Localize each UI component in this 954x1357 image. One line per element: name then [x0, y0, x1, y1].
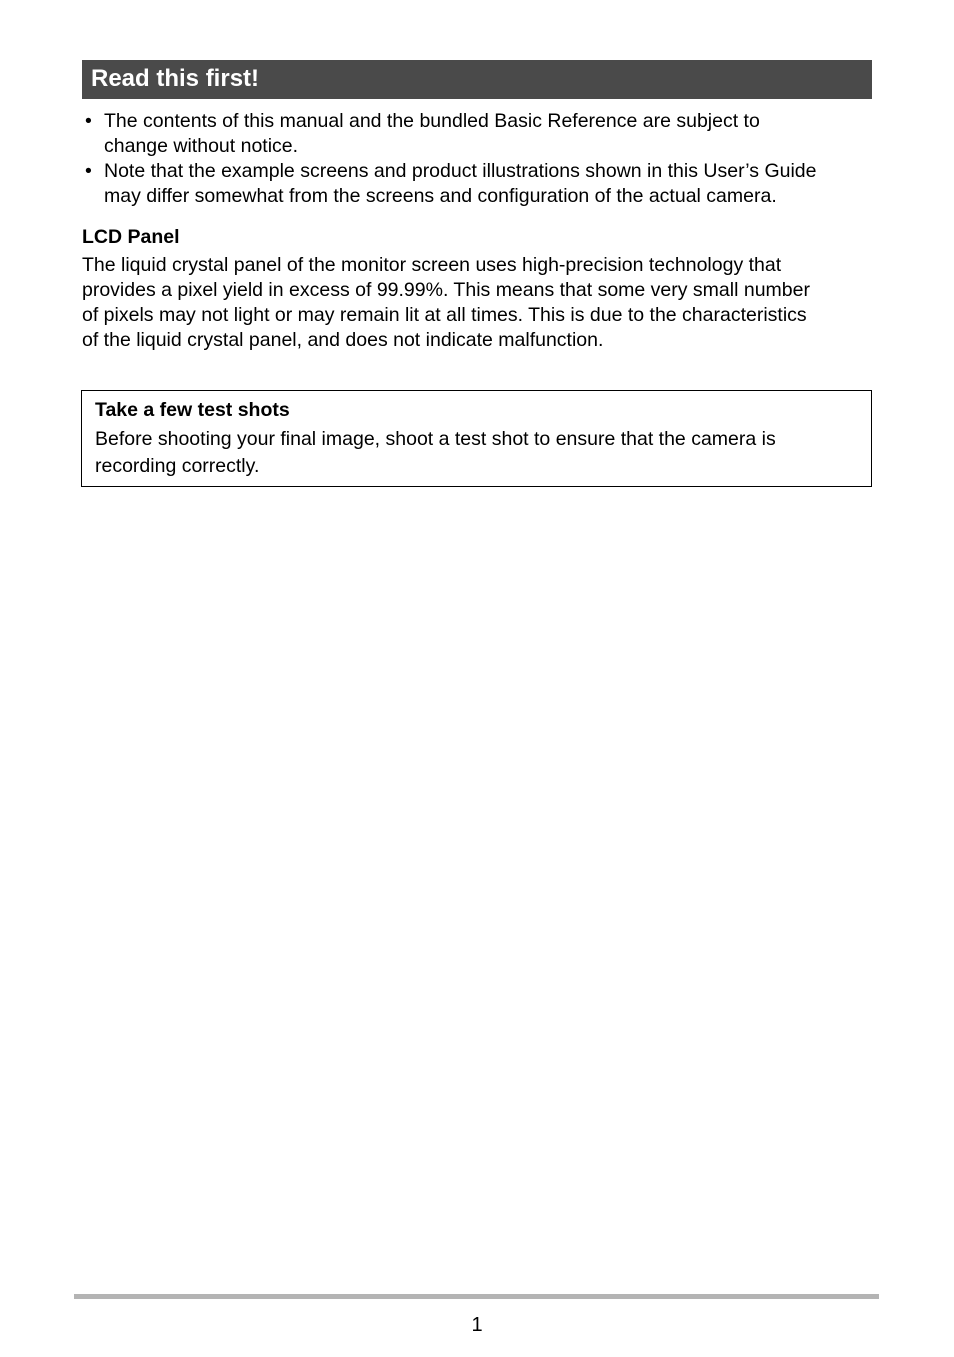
page-number: 1: [471, 1314, 483, 1336]
test-shot-note-box: [81, 390, 872, 487]
page-title: Read this first!: [91, 65, 260, 92]
paragraph-line: of pixels may not light or may remain lit at all times. This is due to the characteristics: [82, 304, 807, 326]
footer-divider: [74, 1294, 879, 1299]
note-line: recording correctly.: [95, 455, 260, 477]
paragraph-line: of the liquid crystal panel, and does not indicate malfunction.: [82, 329, 604, 351]
bullet-icon: •: [85, 110, 92, 132]
note-title: Take a few test shots: [95, 399, 290, 421]
bullet-line: Note that the example screens and product illustrations shown in this User’s Guide: [104, 160, 817, 182]
list-item: [82, 159, 882, 209]
bullet-icon: •: [85, 160, 92, 182]
bullet-line: The contents of this manual and the bundled Basic Reference are subject to: [104, 110, 760, 132]
notice-bullet-list: [82, 109, 882, 209]
paragraph-line: provides a pixel yield in excess of 99.99%. This means that some very small number: [82, 279, 810, 301]
bullet-line: change without notice.: [104, 135, 299, 157]
lcd-panel-heading: LCD Panel: [82, 226, 180, 248]
paragraph-line: The liquid crystal panel of the monitor screen uses high-precision technology that: [82, 254, 782, 276]
bullet-line: may differ somewhat from the screens and configuration of the actual camera.: [104, 185, 777, 207]
section-title-bar: [82, 60, 872, 99]
lcd-panel-paragraph: [82, 253, 882, 353]
list-item: [82, 109, 882, 159]
note-text: [95, 426, 855, 480]
note-line: Before shooting your final image, shoot a test shot to ensure that the camera is: [95, 428, 776, 450]
